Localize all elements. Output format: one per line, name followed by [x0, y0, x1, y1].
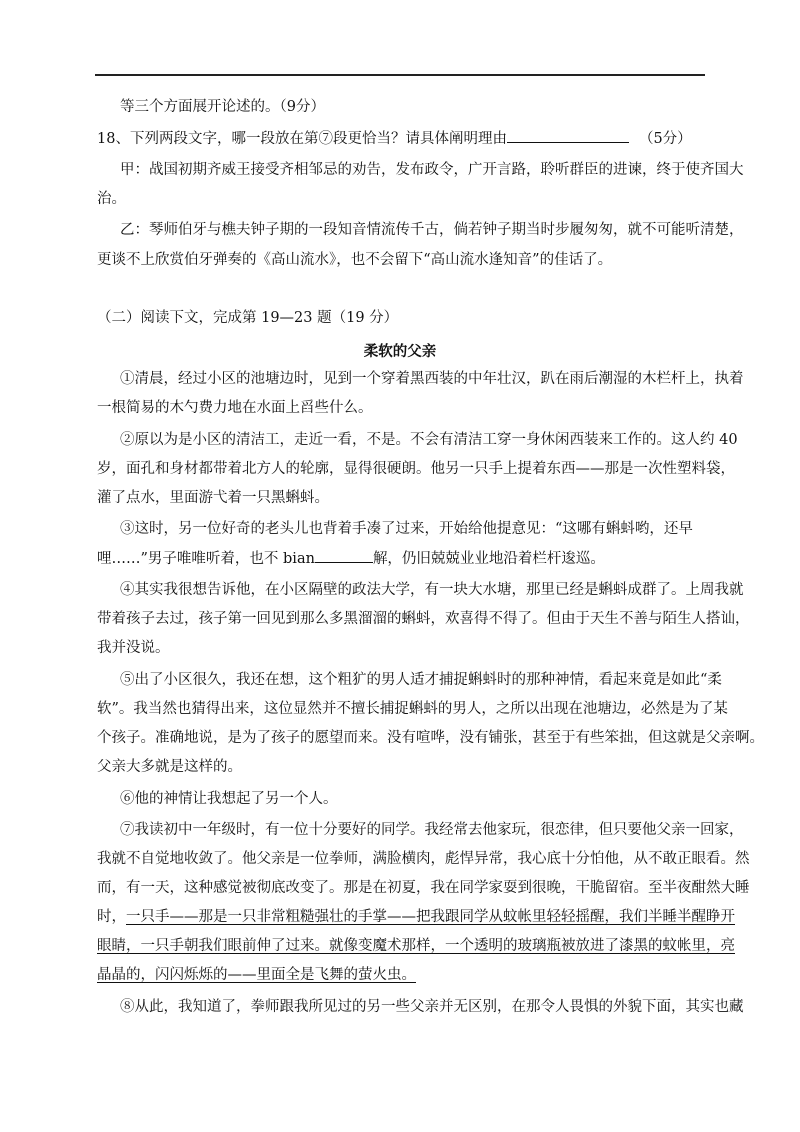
q17-tail: 等三个方面展开论述的。（9分） [120, 99, 325, 115]
paragraph-3: ③这时，另一位好奇的老头儿也背着手凑了过来，开始给他提意见：“这哪有蝌蚪哟，还早 [120, 521, 693, 537]
fill-blank[interactable] [315, 548, 373, 563]
q18-option-jia: 甲：战国初期齐威王接受齐相邹忌的劝告，发布政令，广开言路，聆听群臣的进谏，终于使齐国大 [120, 162, 744, 178]
underlined-passage: 眼睛，一只手朝我们眼前伸了过来。就像变魔术那样，一个透明的玻璃瓶被放进了漆黑的蚊帐里，亮 [97, 938, 735, 954]
paragraph-4-cont: 我并没说。 [97, 640, 170, 656]
underlined-passage: 一只手——那是一只非常粗糙强壮的手掌——把我跟同学从蚊帐里轻轻摇醒，我们半睡半醒睁开 [126, 909, 735, 925]
paragraph-2-cont: 岁，面孔和身材都带着北方人的轮廓，显得很硬朗。他另一只手上提着东西——那是一次性塑料袋， [97, 461, 735, 477]
paragraph-1: ①清晨，经过小区的池塘边时，见到一个穿着黑西装的中年壮汉，趴在雨后潮湿的木栏杆上，执着 [120, 371, 744, 387]
paragraph-7-cont [97, 965, 416, 985]
paragraph-2-cont: 灌了点水，里面游弋着一只黑蝌蚪。 [97, 490, 329, 506]
paragraph-6: ⑥他的神情让我想起了另一个人。 [120, 791, 338, 807]
header-rule [95, 74, 705, 76]
paragraph-7-cont: 时，一只手——那是一只非常粗糙强壮的手掌——把我跟同学从蚊帐里轻轻摇醒，我们半睡半醒睁开 [97, 909, 735, 925]
underlined-passage: 晶晶的，闪闪烁烁的——里面全是飞舞的萤火虫。 [97, 967, 416, 983]
q18-option-jia-cont: 治。 [97, 191, 126, 207]
paragraph-4-cont: 带着孩子去过，孩子第一回见到那么多黑溜溜的蝌蚪，欢喜得不得了。但由于天生不善与陌生人搭讪， [97, 611, 750, 627]
q18-option-yi: 乙：琴师伯牙与樵夫钟子期的一段知音情流传千古，倘若钟子期当时步履匆匆，就不可能听清楚， [120, 222, 744, 238]
paragraph-5-cont: 父亲大多就是这样的。 [97, 759, 242, 775]
paragraph-1-cont: 一根简易的木勺费力地在水面上舀些什么。 [97, 400, 373, 416]
answer-blank[interactable] [507, 128, 629, 143]
article-title: 柔软的父亲 [363, 344, 437, 360]
paragraph-8: ⑧从此，我知道了，拳师跟我所见过的另一些父亲并无区别，在那令人畏惧的外貌下面，其实也藏 [120, 999, 744, 1015]
q18-stem: 18、下列两段文字，哪一段放在第⑦段更恰当？请具体阐明理由 （5分） [97, 128, 692, 149]
paragraph-4: ④其实我很想告诉他，在小区隔壁的政法大学，有一块大水塘，那里已经是蝌蚪成群了。上周我就 [120, 582, 744, 598]
paragraph-3-cont: 哩……”男子唯唯听着，也不 bian 解，仍旧兢兢业业地沿着栏杆逡巡。 [97, 548, 605, 569]
paragraph-7-cont: 我就不自觉地收敛了。他父亲是一位拳师，满脸横肉，彪悍异常，我心底十分怕他，从不敢正眼看。然 [97, 851, 750, 867]
q18-option-yi-cont: 更谈不上欣赏伯牙弹奏的《高山流水》，也不会留下“高山流水逢知音”的佳话了。 [97, 252, 613, 268]
paragraph-5-cont: 个孩子。准确地说，是为了孩子的愿望而来。没有喧哗，没有铺张，甚至于有些笨拙，但这就是父亲啊。 [97, 730, 764, 746]
paragraph-5-cont: 软”。我当然也猜得出来，这位显然并不擅长捕捉蝌蚪的男人，之所以出现在池塘边，必然是为了某 [97, 701, 728, 717]
section-heading: （二）阅读下文，完成第 19—23 题（19 分） [97, 310, 399, 326]
paragraph-5: ⑤出了小区很久，我还在想，这个粗犷的男人适才捕捉蝌蚪时的那种神情，看起来竟是如此“柔 [120, 672, 722, 688]
paragraph-2: ②原以为是小区的清洁工，走近一看，不是。不会有清洁工穿一身休闲西装来工作的。这人约 40 [120, 432, 738, 448]
paragraph-7: ⑦我读初中一年级时，有一位十分要好的同学。我经常去他家玩，很恋律，但只要他父亲一回家， [120, 822, 744, 838]
paragraph-7-cont: 而，有一天，这种感觉被彻底改变了。那是在初夏，我在同学家耍到很晚，干脆留宿。至半夜酣然大睡 [97, 880, 750, 896]
